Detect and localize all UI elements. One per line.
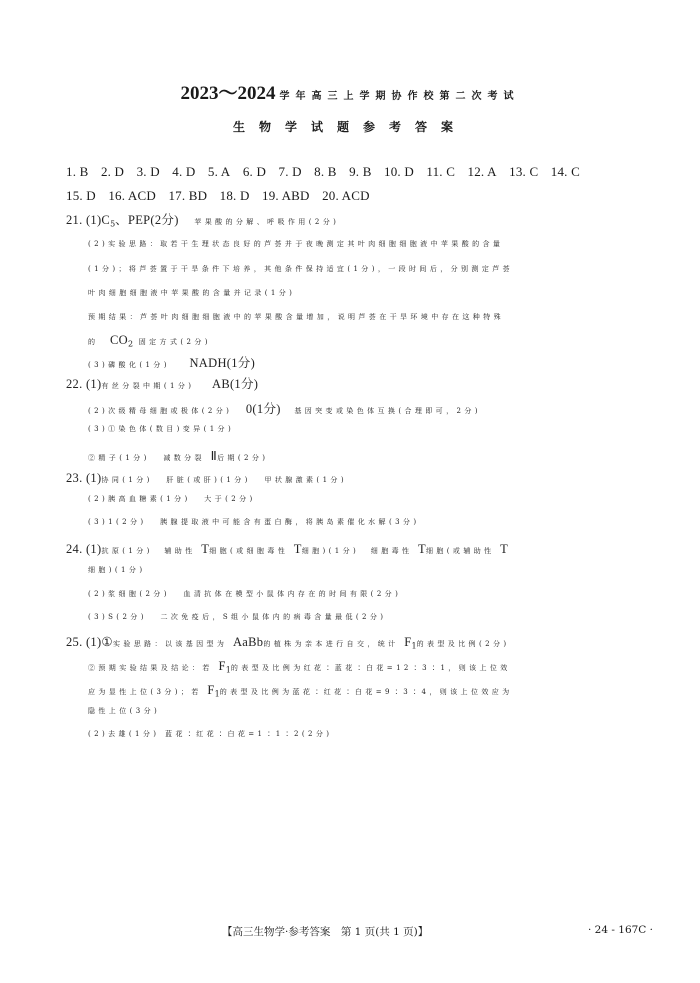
q25-line-3: 应为显性上位(3分)；若 $F_1$的表型及比例为蓝花∶红花∶白花=9∶3∶4，则该上位效应为 <box>88 683 513 699</box>
mc-answer: 3. D <box>136 164 160 179</box>
mc-answer: 5. A <box>207 164 231 179</box>
q25-line-2: ②预期实验结果及结论：若 $F_1$的表型及比例为红花∶蓝花∶白花=12∶3∶1，则该上位效 <box>88 659 511 675</box>
mc-answer: 14. C <box>550 164 580 179</box>
mc-answer: 15. D <box>66 188 96 203</box>
mc-answer: 2. D <box>100 164 125 179</box>
mc-answer: 18. D <box>219 188 250 203</box>
q23-line-3: (3)1(2分) 胰腺提取液中可能含有蛋白酶，将胰岛素催化水解(3分) <box>88 518 420 526</box>
mc-answer: 1. B <box>66 164 89 179</box>
mc-answers-row-1 <box>66 164 589 180</box>
q25-line-1: 25. (1)①实验思路：以该基因型为 AaBb的植株为亲本进行自交，统计 $F_1$的表型及比例(2分) <box>66 635 510 651</box>
footer-code: · 24 - 167C · <box>588 924 654 936</box>
mc-answer: 16. ACD <box>108 188 156 203</box>
mc-answer: 20. ACD <box>322 188 370 203</box>
mc-answer: 9. B <box>349 164 372 179</box>
q21-line-6: 的 $CO_2$ 固定方式(2分) <box>88 333 211 349</box>
mc-answer: 6. D <box>242 164 267 179</box>
mc-answer: 19. ABD <box>262 188 310 203</box>
q25-line-5: (2)去雄(1分) 蓝花∶红花∶白花=1∶1∶2(2分) <box>88 730 333 738</box>
q22-line-2: (2)次级精母细胞或极体(2分) 0(1分) 基因突变或染色体互换(合理即可，2分) <box>88 402 481 416</box>
q21-line-2: (2)实验思路：取若干生理状态良好的芦荟并于夜晚测定其叶肉细胞细胞液中苹果酸的含量 <box>88 240 504 248</box>
title-rest: 学年高三上学期协作校第二次考试 <box>279 91 520 102</box>
q24-line-1: 24. (1)抗原(1分) 辅助性 T细胞(或细胞毒性 T细胞)(1分) 细胞毒性 T细胞(或辅助性 T <box>66 542 509 556</box>
q21-line-1: 21. $(1)C_5$、PEP(2分) 苹果酸的分解、呼吸作用(2分) <box>66 213 340 229</box>
mc-answers-row-2 <box>66 188 379 204</box>
q22-line-4: ②精子(1分) 减数分裂 Ⅱ后期(2分) <box>88 449 269 463</box>
mc-answer: 8. B <box>314 164 337 179</box>
mc-answer: 13. C <box>509 164 539 179</box>
q21-line-5: 预期结果：芦荟叶肉细胞细胞液中的苹果酸含量增加，说明芦荟在干旱环境中存在这种特殊 <box>88 313 504 321</box>
q21-line-4: 叶肉细胞细胞液中苹果酸的含量并记录(1分) <box>88 289 296 297</box>
exam-title <box>0 78 700 105</box>
q22-line-1: 22. (1)有丝分裂中期(1分) AB(1分) <box>66 377 259 391</box>
q24-line-2: 细胞)(1分) <box>88 566 146 574</box>
mc-answer: 4. D <box>172 164 196 179</box>
footer-page-info: 【高三生物学·参考答案 第 1 页(共 1 页)】 <box>222 926 429 938</box>
title-years: 2023～2024 <box>180 83 276 104</box>
q22-line-3: (3)①染色体(数目)变异(1分) <box>88 425 235 433</box>
mc-answer: 7. D <box>278 164 302 179</box>
q23-line-2: (2)胰高血糖素(1分) 大于(2分) <box>88 495 256 503</box>
q24-line-3: (2)浆细胞(2分) 血清抗体在模型小鼠体内存在的时间有限(2分) <box>88 590 402 598</box>
q21-line-7: (3)磷酸化(1分) NADH(1分) <box>88 356 256 370</box>
mc-answer: 10. D <box>384 164 414 179</box>
q25-line-4: 隐性上位(3分) <box>88 707 161 715</box>
mc-answer: 12. A <box>467 164 497 179</box>
mc-answer: 11. C <box>426 164 456 179</box>
q23-line-1: 23. (1)协同(1分) 肝脏(或肝)(1分) 甲状腺激素(1分) <box>66 471 347 485</box>
mc-answer: 17. BD <box>168 188 208 203</box>
q21-line-3: (1分)；将芦荟置于干旱条件下培养，其他条件保持适宜(1分)，一段时间后，分别测定芦荟 <box>88 265 514 273</box>
subtitle: 生物学试题参考答案 <box>232 120 467 134</box>
q24-line-4: (3)S(2分) 二次免疫后，S组小鼠体内的病毒含量最低(2分) <box>88 613 387 621</box>
